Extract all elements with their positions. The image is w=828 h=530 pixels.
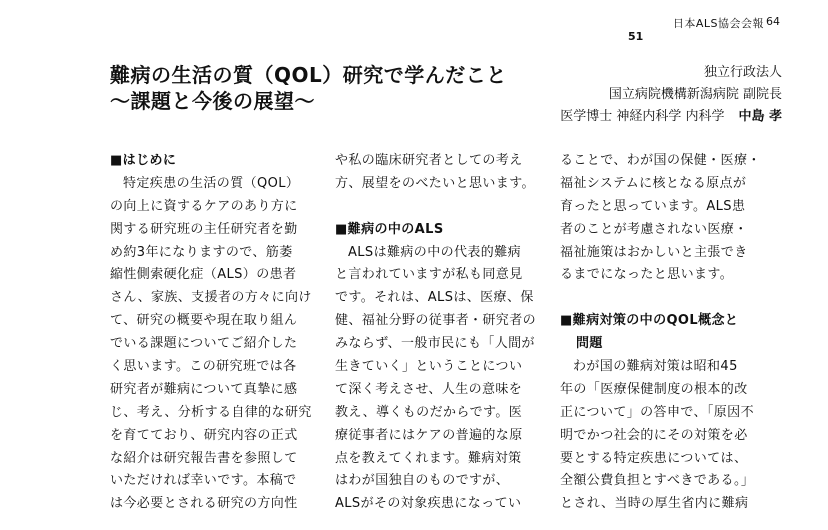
body-line: 年の「医療保健制度の根本的改 xyxy=(560,381,748,397)
body-line: るまでになったと思います。 xyxy=(560,267,734,283)
body-line: です。それは、ALSは、医療、保 xyxy=(335,290,534,306)
body-line: て深く考えさせ、人生の意味を xyxy=(335,381,523,397)
body-line: を育てており、研究内容の正式 xyxy=(110,427,298,443)
journal-name: 日本ALS協会会報 xyxy=(672,17,764,30)
body-column-2 xyxy=(335,150,547,516)
body-line: め約3年になりますので、筋萎 xyxy=(110,244,293,260)
paragraph-gap xyxy=(560,287,772,310)
body-line: 方、展望をのべたいと思います。 xyxy=(335,175,535,191)
body-line: じ、考え、分析する自律的な研究 xyxy=(110,404,312,420)
author-name: 中島 孝 xyxy=(738,109,782,124)
body-line: く思います。この研究班では各 xyxy=(110,359,297,375)
body-line: とされ、当時の厚生省内に難病 xyxy=(560,496,749,512)
body-line: 教え、導くものだからです。医 xyxy=(335,404,523,420)
title-line-1: 難病の生活の質（QOL）研究で学んだこと xyxy=(110,63,507,87)
body-line: ALSは難病の中の代表的難病 xyxy=(348,244,521,260)
body-line: と言われていますが私も同意見 xyxy=(335,267,523,283)
body-line: 育ったと思っています。ALS患 xyxy=(560,198,746,214)
body-line: 要とする特定疾患については、 xyxy=(560,450,748,466)
body-line: ALSがその対象疾患になってい xyxy=(335,496,522,512)
author-block xyxy=(560,62,782,128)
body-line: さん、家族、支援者の方々に向け xyxy=(110,290,312,306)
body-line: 関する研究班の主任研究者を勤 xyxy=(110,221,298,237)
body-line: ることで、わが国の保健・医療・ xyxy=(560,153,761,168)
body-line: でいる課題についてご紹介した xyxy=(110,336,298,352)
body-line: 療従事者にはケアの普遍的な原 xyxy=(335,427,523,443)
body-line: わが国の難病対策は昭和45 xyxy=(573,359,738,375)
author-credentials-line xyxy=(560,106,782,128)
body-line: 全額公費負担とすべきである。」 xyxy=(560,473,755,489)
body-line: みならず、一般市民にも「人間が xyxy=(335,336,535,352)
title-subtitle: ～課題と今後の展望～ xyxy=(110,89,315,113)
body-line: 明でかつ社会的にその対策を必 xyxy=(560,427,748,443)
body-line: は今必要とされる研究の方向性 xyxy=(110,496,298,512)
body-line: や私の臨床研究者としての考え xyxy=(335,153,523,168)
author-position: 国立病院機構新潟病院 副院長 xyxy=(608,87,782,102)
body-line: 者のことが考慮されない医療・ xyxy=(560,221,748,237)
body-line: 生きていく」ということについ xyxy=(335,359,523,375)
body-line: はわが国独自のものですが、 xyxy=(335,473,510,489)
body-line: 福祉システムに核となる原点が xyxy=(560,175,747,191)
body-line: の向上に資するケアのあり方に xyxy=(110,198,298,214)
author-credentials: 医学博士 神経内科学 内科学 xyxy=(560,109,725,124)
page-number: 64 xyxy=(766,15,780,28)
section-heading-introduction: ■はじめに xyxy=(110,153,177,168)
section-heading-qol-continued: 問題 xyxy=(576,336,603,352)
body-line: 点を教えてくれます。難病対策 xyxy=(335,450,522,466)
author-organization: 独立行政法人 xyxy=(703,65,782,80)
article-title xyxy=(110,62,507,114)
body-line: 縮性側索硬化症（ALS）の患者 xyxy=(110,267,297,283)
section-heading-als: ■難病の中のALS xyxy=(335,221,444,237)
body-column-1 xyxy=(110,150,322,516)
body-line: て、研究の概要や現在取り組ん xyxy=(110,313,298,329)
issue-number: 51 xyxy=(628,30,644,43)
section-heading-qol: ■難病対策の中のQOL概念と xyxy=(560,313,739,329)
body-line: 特定疾患の生活の質（QOL） xyxy=(123,175,300,191)
paragraph-gap xyxy=(335,196,547,219)
body-line: 健、福祉分野の従事者・研究者の xyxy=(335,313,537,329)
body-column-3 xyxy=(560,150,772,516)
body-line: 正について」の答申で、「原因不 xyxy=(560,404,754,420)
body-line: いただければ幸いです。本稿で xyxy=(110,473,297,489)
body-line: 研究者が難病について真摯に感 xyxy=(110,381,298,397)
body-line: な紹介は研究報告書を参照して xyxy=(110,450,298,466)
body-line: 福祉施策はおかしいと主張でき xyxy=(560,244,748,260)
